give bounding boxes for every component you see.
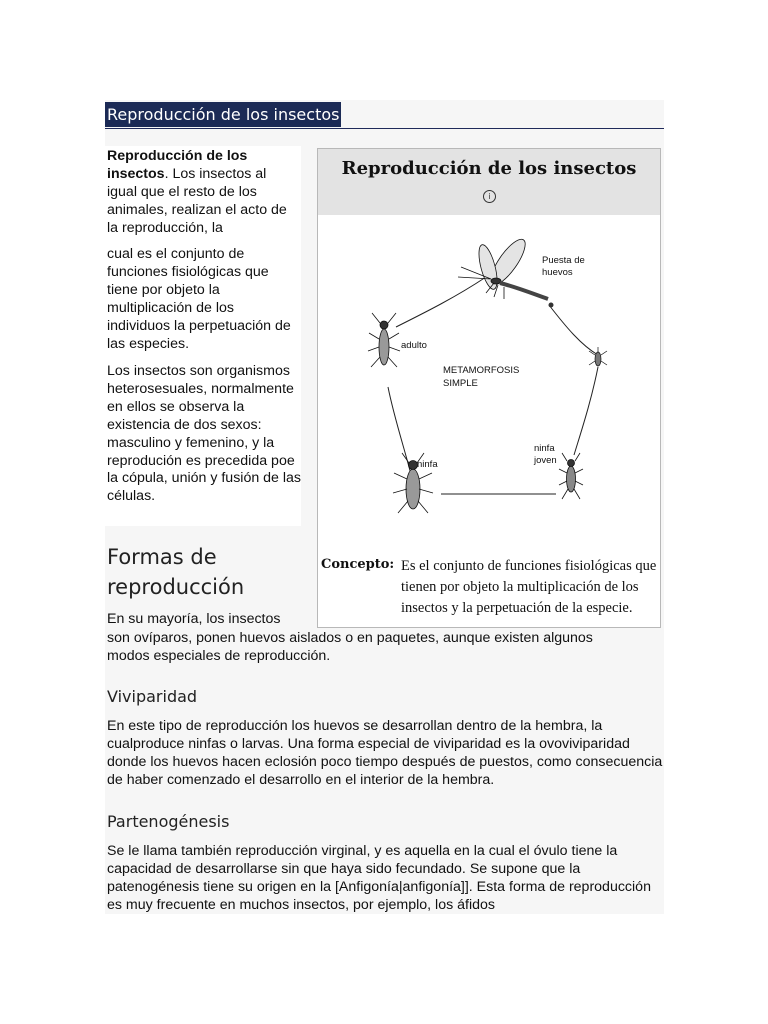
label-ninfa-joven-2: joven [534,455,557,466]
adult-insect-icon [368,313,400,367]
viviparidad-text: En este tipo de reproducción los huevos se desarrollan dentro de la hembra, la cualproduce ninfas o larvas. Una forma especial de viviparidad es la ovoviviparidad donde los huevos hacen eclosión poco tiempo después de puestos, como consecuencia de haber comenzado el desarrollo en el interior de la hembra. [107,718,663,788]
info-icon[interactable]: i [483,190,496,203]
young-nymph-icon [559,453,583,499]
cycle-line-to-young-nymph [574,367,598,455]
label-adulto: adulto [401,340,427,351]
paragraph-definition: cual es el conjunto de funciones fisiológicas que tiene por objeto la multiplicación de los individuos la perpetuación de las especies. [107,246,291,352]
label-huevos: huevos [542,267,573,278]
formas-line-2: son ovíparos, ponen huevos aislados o en paquetes, aunque existen algunos [107,630,593,646]
winged-adult-icon [458,235,548,299]
page-title: Reproducción de los insectos [105,102,341,127]
early-nymph-icon [589,347,607,366]
label-simple: SIMPLE [443,378,478,389]
metamorphosis-diagram [366,227,614,533]
partenogenesis-text: Se le llama también reproducción virginal, y es aquella en la cual el óvulo tiene la capacidad de desarrollarse sin que haya sido fecundado. Se supone que la patenogénesis tiene su origen en la [Anfigonía|anfigonía]]. Esta forma de reproducción es muy frecuente en muchos insectos, por ejemplo, los áfidos [107,843,651,913]
heading-viviparidad: Viviparidad [107,687,198,706]
egg-icon [549,303,554,308]
heading-formas-line1: Formas de [107,545,217,569]
concept-text: Es el conjunto de funciones fisiológicas que tienen por objeto la multiplicación de los insectos y la perpetuación de la especie. [401,558,657,616]
heading-partenogenesis: Partenogénesis [107,812,230,831]
label-ninfa-joven-1: ninfa [534,443,555,454]
label-metamorfosis: METAMORFOSIS [443,365,520,376]
formas-line-1: En su mayoría, los insectos [107,611,281,627]
cycle-line-egg-to-nymph-stage [549,305,598,355]
formas-line-3: modos especiales de reproducción. [107,648,331,664]
paragraph-sexes: Los insectos son organismos heterosesuales, normalmente en ellos se observa la existencia de dos sexos: masculino y femenino, y la reprodución es precedida poe la cópula, unión y fusión de las células. [107,363,302,505]
intro-paragraph [107,148,295,238]
infobox-title: Reproducción de los insectos [341,158,637,179]
intro-text: . Los insectos al igual que el resto de los animales, realizan el acto de la reproducción, la [107,165,287,236]
cycle-line-adult-to-egg [396,277,486,327]
section-title-bar [105,100,664,129]
intro-bold-term: Reproducción de los insectos [107,148,248,182]
concept-label: Concepto: [321,557,395,572]
infobox [317,148,661,628]
heading-formas-line2: reproducción [107,575,245,599]
label-ninfa: ninfa [417,459,438,470]
label-puesta: Puesta de [542,255,585,266]
